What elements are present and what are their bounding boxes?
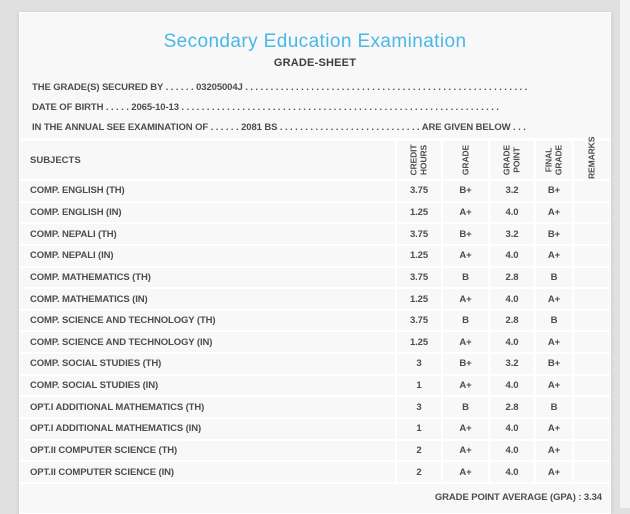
credit-cell: 1.25 bbox=[395, 203, 441, 223]
final-line1: FINAL bbox=[543, 147, 554, 173]
credit-cell: 1.25 bbox=[395, 246, 441, 266]
info-line-exam-year: IN THE ANNUAL SEE EXAMINATION OF . . . . . . 2081 BS . . . . . . . . . . . . . . . . . . . . . . . . . . . . ARE GIVEN BELOW . . . bbox=[32, 122, 526, 133]
column-header-grade-point bbox=[488, 141, 534, 179]
subjects-header-label: SUBJECTS bbox=[30, 154, 81, 166]
final-cell: A+ bbox=[534, 289, 572, 309]
grade-cell: A+ bbox=[441, 419, 488, 439]
subject-cell: COMP. NEPALI (TH) bbox=[30, 228, 117, 240]
grade-line1: GRADE bbox=[459, 144, 470, 176]
column-header-grade bbox=[441, 141, 488, 179]
grade-sheet-card bbox=[19, 12, 611, 514]
table-row bbox=[20, 268, 610, 290]
student-info-section bbox=[32, 78, 596, 138]
point-cell: 4.0 bbox=[488, 462, 534, 482]
remarks-cell bbox=[572, 462, 610, 482]
final-cell: A+ bbox=[534, 376, 572, 396]
credit-cell: 1 bbox=[395, 419, 441, 439]
final-cell: B+ bbox=[534, 354, 572, 374]
grade-cell: B+ bbox=[441, 354, 488, 374]
table-row bbox=[20, 332, 610, 354]
final-cell: A+ bbox=[534, 441, 572, 461]
final-grade-rotated-label bbox=[545, 139, 564, 181]
table-row bbox=[20, 354, 610, 376]
grade-rotated-label bbox=[461, 139, 471, 181]
table-row bbox=[20, 462, 610, 484]
subject-cell: OPT.I ADDITIONAL MATHEMATICS (TH) bbox=[30, 401, 205, 413]
point-cell: 4.0 bbox=[488, 419, 534, 439]
point-line1: GRADE bbox=[501, 144, 512, 176]
credit-cell: 2 bbox=[395, 441, 441, 461]
point-line2: POINT bbox=[511, 147, 521, 173]
final-cell: A+ bbox=[534, 419, 572, 439]
final-cell: A+ bbox=[534, 203, 572, 223]
subject-cell: OPT.I ADDITIONAL MATHEMATICS (IN) bbox=[30, 423, 202, 435]
point-cell: 4.0 bbox=[488, 332, 534, 352]
credit-cell: 3.75 bbox=[395, 268, 441, 288]
final-cell: A+ bbox=[534, 246, 572, 266]
credit-line2: HOURS bbox=[418, 144, 428, 176]
credit-cell: 3.75 bbox=[395, 224, 441, 244]
column-header-credit-hours bbox=[395, 141, 441, 179]
point-cell: 4.0 bbox=[488, 376, 534, 396]
remarks-cell bbox=[572, 397, 610, 417]
final-cell: B bbox=[534, 397, 572, 417]
table-header-row bbox=[20, 138, 610, 181]
remarks-cell bbox=[572, 289, 610, 309]
grade-cell: A+ bbox=[441, 203, 488, 223]
grade-sheet-subtitle: GRADE-SHEET bbox=[273, 57, 357, 69]
point-cell: 4.0 bbox=[488, 289, 534, 309]
column-header-final-grade bbox=[534, 141, 572, 179]
table-row bbox=[20, 224, 610, 246]
remarks-cell bbox=[572, 419, 610, 439]
grade-cell: B+ bbox=[441, 224, 488, 244]
subject-cell: COMP. ENGLISH (IN) bbox=[30, 206, 122, 218]
point-cell: 4.0 bbox=[488, 203, 534, 223]
remarks-cell bbox=[572, 224, 610, 244]
credit-cell: 3.75 bbox=[395, 311, 441, 331]
scrollbar-track[interactable] bbox=[620, 0, 630, 508]
grade-cell: A+ bbox=[441, 441, 488, 461]
subject-cell: COMP. ENGLISH (TH) bbox=[30, 185, 125, 197]
subject-cell: COMP. MATHEMATICS (TH) bbox=[30, 271, 151, 283]
final-cell: B bbox=[534, 311, 572, 331]
column-header-remarks bbox=[572, 136, 610, 180]
info-line-date-of-birth: DATE OF BIRTH . . . . . 2065-10-13 . . . . . . . . . . . . . . . . . . . . . . . . . . . . . . . . . . . . . . . . . . . . . . . . . . . . . . . . . . . . . . . bbox=[32, 102, 499, 113]
credit-cell: 1.25 bbox=[395, 289, 441, 309]
final-cell: A+ bbox=[534, 462, 572, 482]
table-row bbox=[20, 397, 610, 419]
subject-cell: OPT.II COMPUTER SCIENCE (IN) bbox=[30, 466, 174, 478]
grade-cell: A+ bbox=[441, 462, 488, 482]
remarks-cell bbox=[572, 441, 610, 461]
page-title: Secondary Education Examination bbox=[163, 31, 467, 52]
info-line-symbol-number: THE GRADE(S) SECURED BY . . . . . . 03205004J . . . . . . . . . . . . . . . . . . . . . . . . . . . . . . . . . . . . . . . . . . . . . . . . . . . . . . . . bbox=[32, 82, 528, 93]
table-row bbox=[20, 441, 610, 463]
remarks-cell bbox=[572, 311, 610, 331]
point-cell: 3.2 bbox=[488, 354, 534, 374]
credit-cell: 1.25 bbox=[395, 332, 441, 352]
grade-point-rotated-label bbox=[503, 139, 522, 181]
remarks-cell bbox=[572, 268, 610, 288]
remarks-line1: REMARKS bbox=[586, 136, 597, 180]
remarks-cell bbox=[572, 332, 610, 352]
remarks-rotated-label bbox=[587, 137, 597, 179]
subject-cell: COMP. SOCIAL STUDIES (TH) bbox=[30, 358, 162, 370]
point-cell: 4.0 bbox=[488, 441, 534, 461]
credit-cell: 2 bbox=[395, 462, 441, 482]
grade-cell: A+ bbox=[441, 376, 488, 396]
remarks-cell bbox=[572, 181, 610, 201]
table-row bbox=[20, 181, 610, 203]
final-cell: B+ bbox=[534, 224, 572, 244]
credit-hours-rotated-label bbox=[410, 139, 429, 181]
point-cell: 2.8 bbox=[488, 397, 534, 417]
subject-cell: COMP. NEPALI (IN) bbox=[30, 250, 114, 262]
grade-cell: A+ bbox=[441, 289, 488, 309]
subject-cell: OPT.II COMPUTER SCIENCE (TH) bbox=[30, 445, 178, 456]
subject-cell: COMP. SCIENCE AND TECHNOLOGY (IN) bbox=[30, 336, 213, 348]
table-row bbox=[20, 376, 610, 398]
credit-line1: CREDIT bbox=[408, 144, 419, 176]
column-header-subjects bbox=[20, 141, 395, 179]
credit-cell: 3 bbox=[395, 354, 441, 374]
final-line2: GRADE bbox=[553, 144, 563, 176]
remarks-cell bbox=[572, 246, 610, 266]
credit-cell: 1 bbox=[395, 376, 441, 396]
table-row bbox=[20, 289, 610, 311]
final-cell: B bbox=[534, 268, 572, 288]
table-row bbox=[20, 246, 610, 268]
remarks-cell bbox=[572, 354, 610, 374]
grade-cell: B bbox=[441, 397, 488, 417]
table-row bbox=[20, 419, 610, 441]
grade-cell: B bbox=[441, 268, 488, 288]
table-row bbox=[20, 203, 610, 225]
grade-cell: A+ bbox=[441, 332, 488, 352]
grade-cell: A+ bbox=[441, 246, 488, 266]
credit-cell: 3.75 bbox=[395, 181, 441, 201]
subject-cell: COMP. SOCIAL STUDIES (IN) bbox=[30, 380, 159, 392]
point-cell: 3.2 bbox=[488, 181, 534, 201]
table-row bbox=[20, 311, 610, 333]
gpa-value-text: GRADE POINT AVERAGE (GPA) : 3.34 bbox=[434, 492, 602, 504]
subject-cell: COMP. SCIENCE AND TECHNOLOGY (TH) bbox=[30, 315, 216, 327]
final-cell: B+ bbox=[534, 181, 572, 201]
point-cell: 2.8 bbox=[488, 311, 534, 331]
final-cell: A+ bbox=[534, 332, 572, 352]
point-cell: 3.2 bbox=[488, 224, 534, 244]
subject-cell: COMP. MATHEMATICS (IN) bbox=[30, 293, 148, 305]
point-cell: 2.8 bbox=[488, 268, 534, 288]
remarks-cell bbox=[572, 203, 610, 223]
grades-table bbox=[20, 138, 610, 512]
remarks-cell bbox=[572, 376, 610, 396]
grade-cell: B+ bbox=[441, 181, 488, 201]
point-cell: 4.0 bbox=[488, 246, 534, 266]
credit-cell: 3 bbox=[395, 397, 441, 417]
grade-cell: B bbox=[441, 311, 488, 331]
